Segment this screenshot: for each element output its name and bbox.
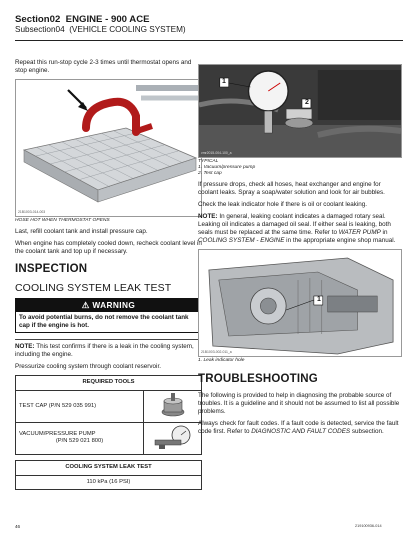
left-column [15, 59, 202, 490]
leak-test-spec-table [15, 460, 202, 490]
required-tools-table [15, 375, 202, 455]
note-paragraph: NOTE: This test confirms if there is a leak in the cooling system, including the engine. [15, 343, 194, 359]
fault-code-paragraph: Always check for fault codes. If a fault code is detected, service the fault code first. Refer to DIAGNOSTIC AND FAULT CODES subsection. [198, 419, 399, 435]
table-row [16, 422, 202, 454]
leak-test-heading: COOLING SYSTEM LEAK TEST [15, 281, 172, 294]
intro-paragraph: Repeat this run-stop cycle 2-3 times until thermostat opens and stop engine. [15, 59, 192, 75]
figure-caption: TYPICAL 1. Vacuum/pressure pump 2. Test cap [198, 159, 256, 176]
page-number: 46 [15, 524, 21, 529]
subsection-title-line: Subsection04 (VEHICLE COOLING SYSTEM) [15, 25, 186, 35]
table-row [16, 390, 202, 422]
callout-1: 1 [317, 295, 321, 303]
warning-text: To avoid potential burns, do not remove the coolant tank cap if the engine is hot. [19, 313, 189, 329]
tools-table-heading: REQUIRED TOOLS [16, 376, 202, 390]
tool-name: VACUUM/PRESSURE PUMP [19, 431, 96, 438]
pressurize-paragraph: Pressurize cooling system through coolant reservoir. [15, 363, 161, 371]
test-cap-icon [158, 392, 188, 418]
spec-heading: COOLING SYSTEM LEAK TEST [16, 461, 202, 475]
figure-caption: 1. Leak indicator hole [198, 357, 245, 363]
figure-leak-hole: 1 21B1003-002-011_a [198, 249, 402, 357]
figure-hot-hose: 21B1003-014-003 [15, 79, 202, 217]
section-title-line: Section02 ENGINE - 900 ACE [15, 14, 150, 25]
document-code: 219100936-014 [355, 524, 382, 528]
tool-part-number: (P/N 529 021 800) [55, 438, 104, 445]
figure-pressure-pump: 1 2 vmr2015-004-100_a [198, 64, 402, 158]
spec-value: 110 kPa (16 PSI) [16, 475, 202, 489]
header-rule [15, 40, 403, 41]
page-header [15, 14, 403, 35]
callout-1: 1 [222, 78, 226, 85]
figure-caption: HOSE HOT WHEN THERMOSTAT OPENS [15, 218, 110, 224]
pump-gauge-photo [199, 65, 401, 158]
right-column [198, 64, 402, 440]
vacuum-pump-icon [151, 423, 195, 451]
hose-radiator-illustration [16, 80, 201, 217]
troubleshooting-heading: TROUBLESHOOTING [198, 372, 318, 385]
cooldown-paragraph: When engine has completely cooled down, recheck coolant level in the coolant tank and top up if necessary. [15, 240, 202, 256]
inspection-heading: INSPECTION [15, 263, 88, 276]
pressure-drop-paragraph: If pressure drops, check all hoses, heat exchanger and engine for coolant leaks. Spray a soap/water solution and look for air bubbles. [198, 180, 385, 196]
warning-box [15, 298, 202, 332]
engine-illustration [199, 250, 401, 357]
refill-paragraph: Last, refill coolant tank and install pressure cap. [15, 227, 148, 235]
warning-triangle-icon: ⚠ [81, 300, 90, 311]
troubleshooting-paragraph: The following is provided to help in diagnosing the probable source of troubles. It is a guideline and it should not be assumed to list all possible problems. [198, 391, 400, 415]
warning-header: ⚠ WARNING [16, 299, 201, 312]
tool-name: TEST CAP (P/N 529 035 991) [19, 402, 97, 409]
seal-note-paragraph: NOTE: In general, leaking coolant indicates a damaged rotary seal. Leaking oil indicates a damaged oil seal. If either seal is leaking, both seals must be replaced at the same time. Refer to WATER PUMP in COOLING SYSTEM - ENGINE in the appropriate engine shop manual. [198, 212, 396, 244]
callout-2: 2 [305, 99, 309, 106]
note-divider [15, 339, 202, 340]
leak-hole-paragraph: Check the leak indicator hole if there is oil or coolant leaking. [198, 200, 368, 208]
